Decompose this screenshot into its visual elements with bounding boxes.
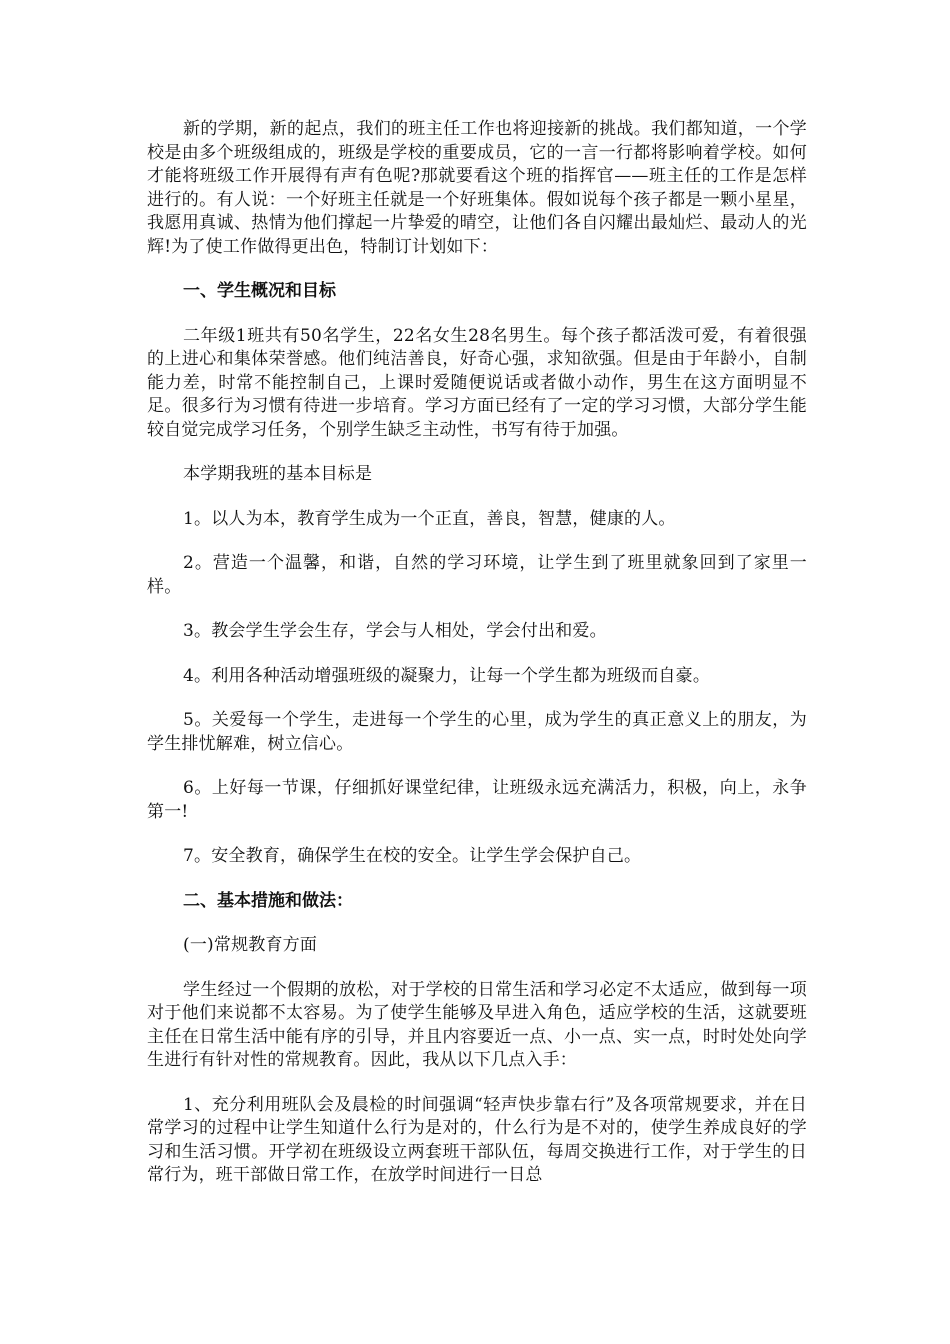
- measure-paragraph: 1、充分利用班队会及晨检的时间强调“轻声快步靠右行”及各项常规要求，并在日常学习的过程中让学生知道什么行为是对的，什么行为是不对的，使学生养成良好的学习和生活习惯。开学初在班级设立两套班干部队伍，每周交换进行工作，对于学生的日常行为，班干部做日常工作，在放学时间进行一日总: [147, 1094, 807, 1185]
- routine-education-paragraph: 学生经过一个假期的放松，对于学校的日常生活和学习必定不太适应，做到每一项对于他们来说都不太容易。为了使学生能够及早进入角色，适应学校的生活，这就要班主任在日常生活中能有序的引导，并且内容要近一点、小一点、实一点，时时处处向学生进行有针对性的常规教育。因此，我从以下几点入手：: [147, 979, 807, 1070]
- intro-paragraph: 新的学期，新的起点，我们的班主任工作也将迎接新的挑战。我们都知道，一个学校是由多个班级组成的，班级是学校的重要成员，它的一言一行都将影响着学校。如何才能将班级工作开展得有声有色呢?那就要看这个班的指挥官——班主任的工作是怎样进行的。有人说：一个好班主任就是一个好班集体。假如说每个孩子都是一颗小星星，我愿用真诚、热情为他们撑起一片挚爱的晴空，让他们各自闪耀出最灿烂、最动人的光辉!为了使工作做得更出色，特制订计划如下：: [147, 119, 807, 257]
- goal-item: 4。利用各种活动增强班级的凝聚力，让每一个学生都为班级而自豪。: [183, 665, 711, 686]
- goals-intro: 本学期我班的基本目标是: [183, 464, 373, 484]
- document-page: [147, 118, 807, 1209]
- goal-item: 5。关爱每一个学生，走进每一个学生的心里，成为学生的真正意义上的朋友，为学生排忧解难，树立信心。: [147, 710, 807, 754]
- section-heading-overview: 一、学生概况和目标: [183, 281, 336, 301]
- goal-item: 2。营造一个温馨，和谐，自然的学习环境，让学生到了班里就象回到了家里一样。: [147, 553, 807, 597]
- goal-item: 1。以人为本，教育学生成为一个正直，善良，智慧，健康的人。: [183, 508, 676, 529]
- section-heading-measures: 二、基本措施和做法：: [183, 890, 353, 911]
- goal-item: 3。教会学生学会生存，学会与人相处，学会付出和爱。: [183, 621, 607, 641]
- goal-item: 7。安全教育，确保学生在校的安全。让学生学会保护自己。: [183, 846, 642, 866]
- subsection-heading-routine: (一)常规教育方面: [183, 935, 318, 955]
- student-overview-paragraph: 二年级1班共有50名学生，22名女生28名男生。每个孩子都活泼可爱，有着很强的上进心和集体荣誉感。他们纯洁善良，好奇心强，求知欲强。但是由于年龄小，自制能力差，时常不能控制自己，上课时爱随便说话或者做小动作，男生在这方面明显不足。很多行为习惯有待进一步培育。学习方面已经有了一定的学习习惯，大部分学生能较自觉完成学习任务，个别学生缺乏主动性，书写有待于加强。: [147, 325, 807, 440]
- goal-item: 6。上好每一节课，仔细抓好课堂纪律，让班级永远充满活力，积极，向上，永争第一!: [147, 778, 807, 822]
